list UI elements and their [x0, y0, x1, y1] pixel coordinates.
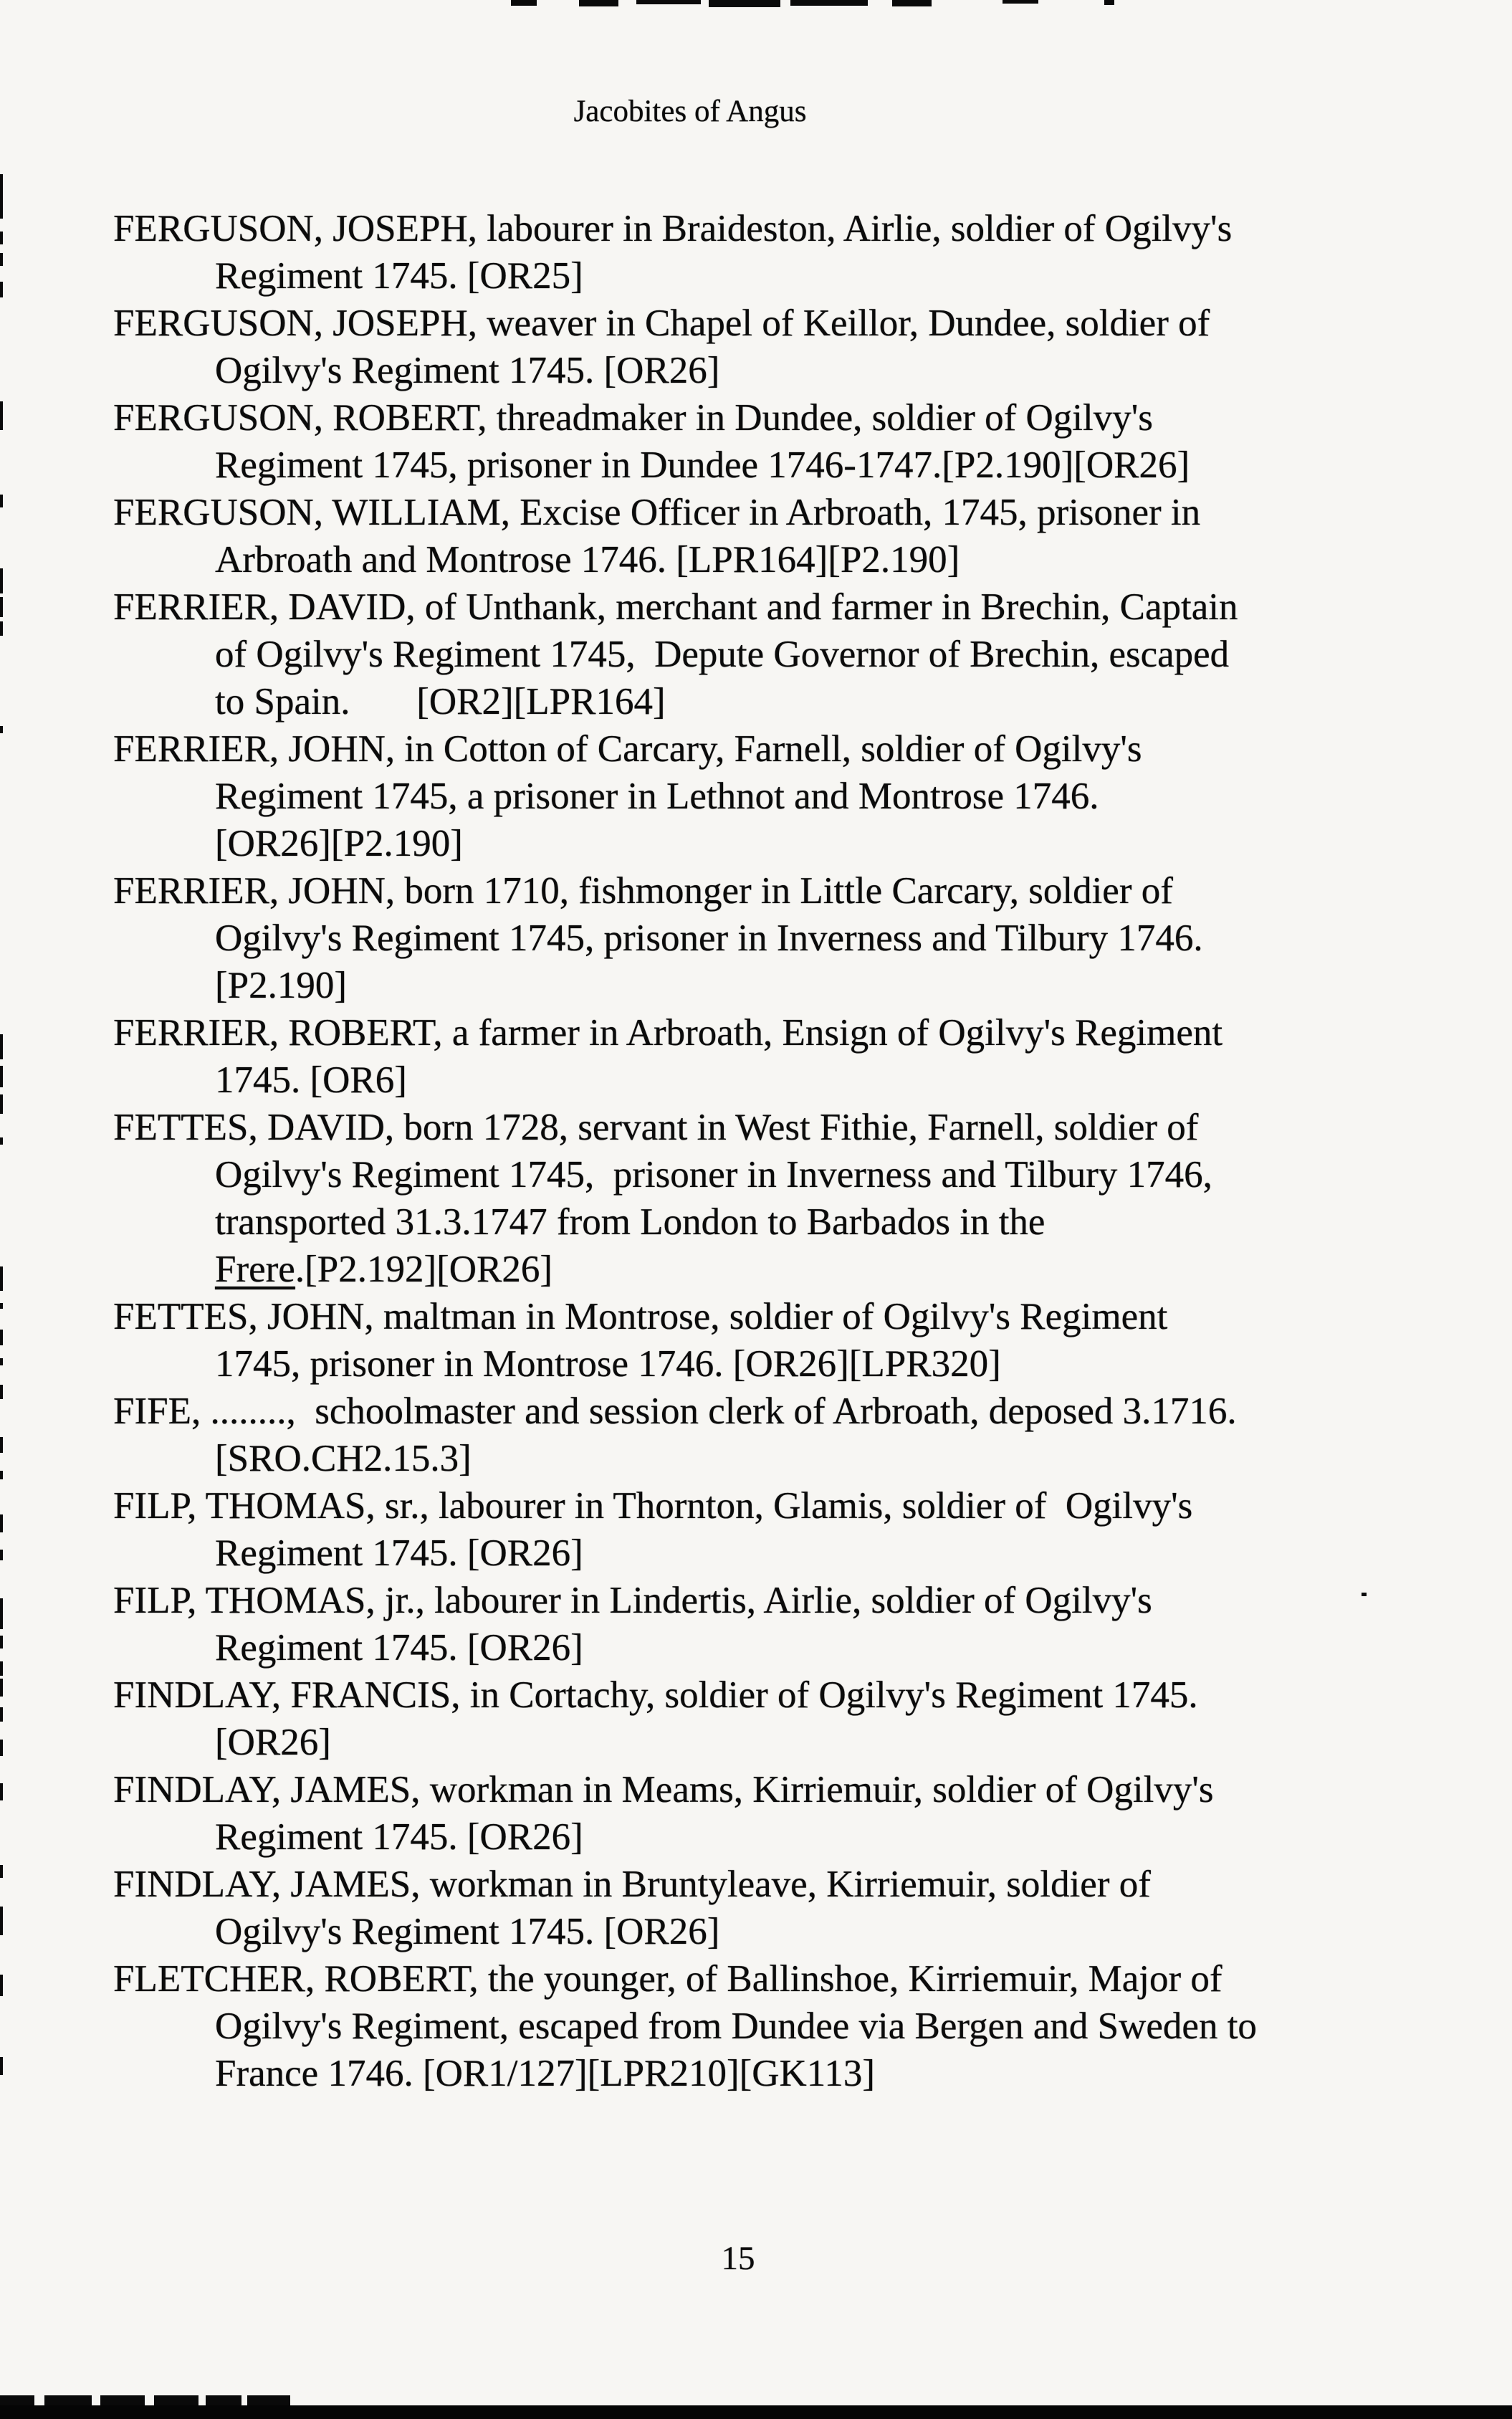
- entry: [113, 1671, 1482, 1766]
- scan-artifact-mark: [100, 2395, 145, 2405]
- entry-line: to Spain. [OR2][LPR164]: [215, 681, 666, 722]
- entry: [113, 1104, 1482, 1293]
- scan-artifact-mark: [0, 1266, 3, 1291]
- entry: [113, 1482, 1482, 1577]
- entry-line: FERRIER, DAVID, of Unthank, merchant and farmer in Brechin, Captain: [113, 586, 1238, 628]
- entry-line: 1745, prisoner in Montrose 1746. [OR26][LPR320]: [215, 1343, 1001, 1385]
- entry-line: Arbroath and Montrose 1746. [LPR164][P2.190]: [215, 539, 960, 581]
- entry-line: [SRO.CH2.15.3]: [215, 1438, 472, 1479]
- entry-line: FINDLAY, FRANCIS, in Cortachy, soldier of Ogilvy's Regiment 1745.: [113, 1674, 1198, 1716]
- entry: [113, 394, 1482, 489]
- entry-line: Regiment 1745, a prisoner in Lethnot and Montrose 1746.: [215, 776, 1099, 817]
- scan-artifact-mark: [0, 174, 3, 219]
- scan-artifact-mark: [0, 1740, 3, 1756]
- entry-line: Ogilvy's Regiment, escaped from Dundee via Bergen and Sweden to: [215, 2005, 1257, 2047]
- scan-artifact-mark: [0, 1975, 3, 1996]
- entry: [113, 1955, 1482, 2097]
- scan-artifact-mark: [247, 2395, 290, 2405]
- scan-artifact-mark: [0, 1550, 3, 1560]
- scan-artifact-mark: [0, 1330, 3, 1345]
- entry-line: Regiment 1745. [OR26]: [215, 1816, 583, 1858]
- scan-artifact-mark: [511, 0, 537, 6]
- entry-line: FETTES, DAVID, born 1728, servant in West Fithie, Farnell, soldier of: [113, 1107, 1199, 1148]
- scan-artifact-mark: [0, 2395, 34, 2405]
- entry: [113, 1766, 1482, 1861]
- scan-artifact-mark: [0, 253, 3, 266]
- entry-line: [P2.190]: [215, 965, 348, 1006]
- entry-line: France 1746. [OR1/127][LPR210][GK113]: [215, 2053, 875, 2094]
- entry-line: Frere.[P2.192][OR26]: [215, 1249, 553, 1290]
- scan-artifact-mark: [0, 1661, 3, 1676]
- entry-line: FINDLAY, JAMES, workman in Meams, Kirriemuir, soldier of Ogilvy's: [113, 1769, 1214, 1810]
- entry-line: FIFE, ........, schoolmaster and session clerk of Arbroath, deposed 3.1716.: [113, 1390, 1237, 1432]
- entry-list: [113, 205, 1482, 2097]
- scan-artifact-mark: [1362, 1593, 1367, 1596]
- scan-artifact-mark: [0, 1137, 3, 1145]
- scan-artifact-mark: [0, 1636, 3, 1649]
- scan-artifact-mark: [0, 1303, 3, 1309]
- scan-artifact-mark: [206, 2395, 241, 2405]
- entry-line: of Ogilvy's Regiment 1745, Depute Governor of Brechin, escaped: [215, 634, 1230, 675]
- entry-line: Regiment 1745. [OR25]: [215, 255, 583, 297]
- entry: [113, 583, 1482, 725]
- entry-line: FERRIER, ROBERT, a farmer in Arbroath, Ensign of Ogilvy's Regiment: [113, 1012, 1223, 1054]
- scan-artifact-mark: [154, 2395, 198, 2405]
- scan-artifact-mark: [44, 2395, 92, 2405]
- scan-artifact-mark: [0, 1783, 3, 1800]
- scan-artifact-bottom-bar: [0, 2405, 1512, 2419]
- scan-artifact-mark: [0, 401, 3, 430]
- entry: [113, 1009, 1482, 1104]
- scan-artifact-mark: [892, 0, 932, 6]
- scan-artifact-mark: [1104, 0, 1114, 5]
- entry-line: FERRIER, JOHN, born 1710, fishmonger in Little Carcary, soldier of: [113, 870, 1173, 912]
- scan-artifact-mark: [0, 1094, 3, 1114]
- entry-line: FERGUSON, WILLIAM, Excise Officer in Arbroath, 1745, prisoner in: [113, 492, 1201, 533]
- entry-line: Regiment 1745. [OR26]: [215, 1627, 583, 1669]
- entry-line: FINDLAY, JAMES, workman in Bruntyleave, Kirriemuir, soldier of: [113, 1864, 1151, 1905]
- scan-artifact-mark: [0, 1514, 3, 1532]
- scan-artifact-mark: [0, 1471, 3, 1479]
- entry-line: Regiment 1745. [OR26]: [215, 1532, 583, 1574]
- entry-line: FERGUSON, JOSEPH, labourer in Braideston, Airlie, soldier of Ogilvy's: [113, 208, 1233, 249]
- page-title: Jacobites of Angus: [573, 95, 807, 128]
- entry-line: FLETCHER, ROBERT, the younger, of Ballinshoe, Kirriemuir, Major of: [113, 1958, 1222, 2000]
- entry-line: FERGUSON, JOSEPH, weaver in Chapel of Keillor, Dundee, soldier of: [113, 302, 1210, 344]
- entry-line: FILP, THOMAS, jr., labourer in Lindertis, Airlie, soldier of Ogilvy's: [113, 1580, 1152, 1621]
- scan-artifact-mark: [0, 2057, 3, 2075]
- entry: [113, 725, 1482, 867]
- entry: [113, 300, 1482, 394]
- scan-artifact-mark: [0, 568, 3, 593]
- entry-line: [OR26][P2.190]: [215, 823, 463, 864]
- entry-line: FERGUSON, ROBERT, threadmaker in Dundee, soldier of Ogilvy's: [113, 397, 1153, 439]
- entry-line: transported 31.3.1747 from London to Barbados in the: [215, 1201, 1046, 1243]
- entry-line: Regiment 1745, prisoner in Dundee 1746-1747.[P2.190][OR26]: [215, 444, 1190, 486]
- entry-line: Ogilvy's Regiment 1745. [OR26]: [215, 1911, 720, 1952]
- scan-artifact-mark: [0, 597, 3, 617]
- entry: [113, 489, 1482, 583]
- entry: [113, 205, 1482, 300]
- entry: [113, 1388, 1482, 1482]
- scan-artifact-mark: [0, 1385, 3, 1399]
- scan-artifact-mark: [0, 1437, 3, 1453]
- entry-line: FILP, THOMAS, sr., labourer in Thornton, Glamis, soldier of Ogilvy's: [113, 1485, 1193, 1527]
- scan-artifact-mark: [0, 1907, 3, 1935]
- entry-line: Ogilvy's Regiment 1745, prisoner in Inverness and Tilbury 1746.: [215, 917, 1203, 959]
- entry-line: Ogilvy's Regiment 1745. [OR26]: [215, 350, 720, 391]
- scan-artifact-mark: [0, 1066, 3, 1087]
- scan-artifact-mark: [0, 1034, 3, 1059]
- entry-line: FETTES, JOHN, maltman in Montrose, soldier of Ogilvy's Regiment: [113, 1296, 1168, 1337]
- scan-artifact-mark: [0, 1679, 3, 1697]
- entry: [113, 1293, 1482, 1388]
- scan-artifact-mark: [0, 495, 3, 507]
- entry: [113, 1861, 1482, 1955]
- scan-artifact-mark: [0, 726, 3, 733]
- scan-artifact-mark: [0, 1865, 3, 1878]
- scan-artifact-mark: [0, 621, 3, 636]
- scan-artifact-mark: [0, 282, 3, 297]
- entry: [113, 1577, 1482, 1671]
- scan-artifact-mark: [1003, 0, 1038, 4]
- scan-artifact-mark: [579, 0, 618, 6]
- page-number: 15: [721, 2240, 755, 2277]
- scan-artifact-mark: [0, 232, 3, 244]
- scan-artifact-mark: [709, 0, 780, 7]
- scan-artifact-mark: [636, 0, 701, 4]
- entry: [113, 867, 1482, 1009]
- entry-line: 1745. [OR6]: [215, 1059, 407, 1101]
- scan-artifact-mark: [0, 1598, 3, 1629]
- scan-artifact-mark: [790, 0, 868, 6]
- entry-line: [OR26]: [215, 1722, 331, 1763]
- scan-artifact-mark: [0, 1358, 3, 1365]
- entry-line: FERRIER, JOHN, in Cotton of Carcary, Farnell, soldier of Ogilvy's: [113, 728, 1142, 770]
- scan-artifact-mark: [0, 1707, 3, 1722]
- entry-line: Ogilvy's Regiment 1745, prisoner in Inverness and Tilbury 1746,: [215, 1154, 1212, 1196]
